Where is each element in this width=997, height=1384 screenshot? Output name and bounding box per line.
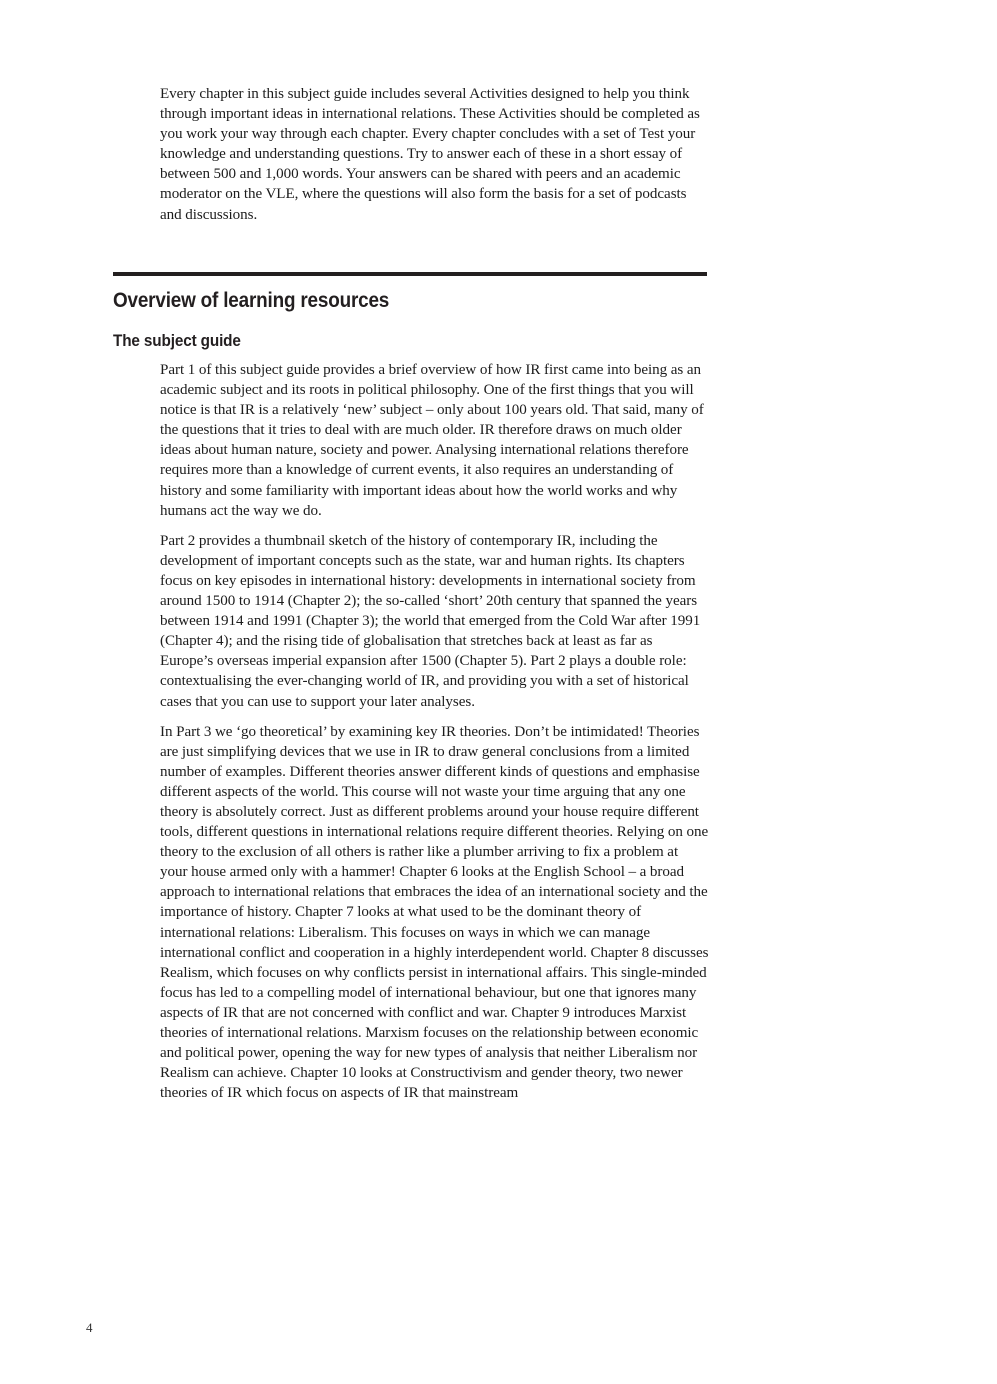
- intro-text-block: [160, 84, 709, 225]
- section-divider-rule: [113, 272, 707, 276]
- section-heading-block: [113, 272, 707, 351]
- paragraph-part-3: In Part 3 we ‘go theoretical’ by examining key IR theories. Don’t be intimidated! Theories are just simplifying devices that we use in IR to draw general conclusions from a limited number of examples. Different theories answer different kinds of questions and emphasise different aspects of the world. This course will not waste your time arguing that any one theory is absolutely correct. Just as different problems around your house require different tools, different questions in international relations require different theories. Relying on one theory to the exclusion of all others is rather like a plumber arriving to fix a problem at your house armed only with a hammer! Chapter 6 looks at the English School – a broad approach to international relations that embraces the idea of an international society and the importance of history. Chapter 7 looks at what used to be the dominant theory of international relations: Liberalism. This focuses on ways in which we can manage international conflict and cooperation in a highly interdependent world. Chapter 8 discusses Realism, which focuses on why conflicts persist in international affairs. This single-minded focus has led to a compelling model of international behaviour, but one that ignores many aspects of IR that are not concerned with conflict and war. Chapter 9 introduces Marxist theories of international relations. Marxism focuses on the relationship between economic and political power, opening the way for new types of analysis that neither Liberalism nor Realism can achieve. Chapter 10 looks at Constructivism and gender theory, two newer theories of IR which focus on aspects of IR that mainstream: [160, 723, 709, 1102]
- paragraph-part-1: Part 1 of this subject guide provides a brief overview of how IR first came into being as an academic subject and its roots in political philosophy. One of the first things that you will notice is that IR is a relatively ‘new’ subject – only about 100 years old. That said, many of the questions that it tries to deal with are much older. IR therefore draws on much older ideas about human nature, society and power. Analysing international relations therefore requires more than a knowledge of current events, it also requires an understanding of history and some familiarity with important ideas about how the world works and why humans act the way we do.: [160, 362, 704, 519]
- page-number: 4: [86, 1320, 93, 1335]
- section-text-block: [160, 360, 709, 1103]
- section-title: Overview of learning resources: [113, 289, 390, 312]
- paragraph-part-2: Part 2 provides a thumbnail sketch of the history of contemporary IR, including the development of important concepts such as the state, war and human rights. Its chapters focus on key episodes in international history: developments in international society from around 1500 to 1914 (Chapter 2); the so-called ‘short’ 20th century that spanned the years between 1914 and 1991 (Chapter 3); the world that emerged from the Cold War after 1991 (Chapter 4); and the rising tide of globalisation that stretches back at least as far as Europe’s overseas imperial expansion after 1500 (Chapter 5). Part 2 plays a double role: contextualising the ever-changing world of IR, and providing you with a set of historical cases that you can use to support your later analyses.: [160, 532, 701, 710]
- subsection-title: The subject guide: [113, 331, 241, 350]
- paragraph-intro: Every chapter in this subject guide includes several Activities designed to help you think through important ideas in international relations. These Activities should be completed as you work your way through each chapter. Every chapter concludes with a set of Test your knowledge and understanding questions. Try to answer each of these in a short essay of between 500 and 1,000 words. Your answers can be shared with peers and an academic moderator on the VLE, where the questions will also form the basis for a set of podcasts and discussions.: [160, 86, 700, 223]
